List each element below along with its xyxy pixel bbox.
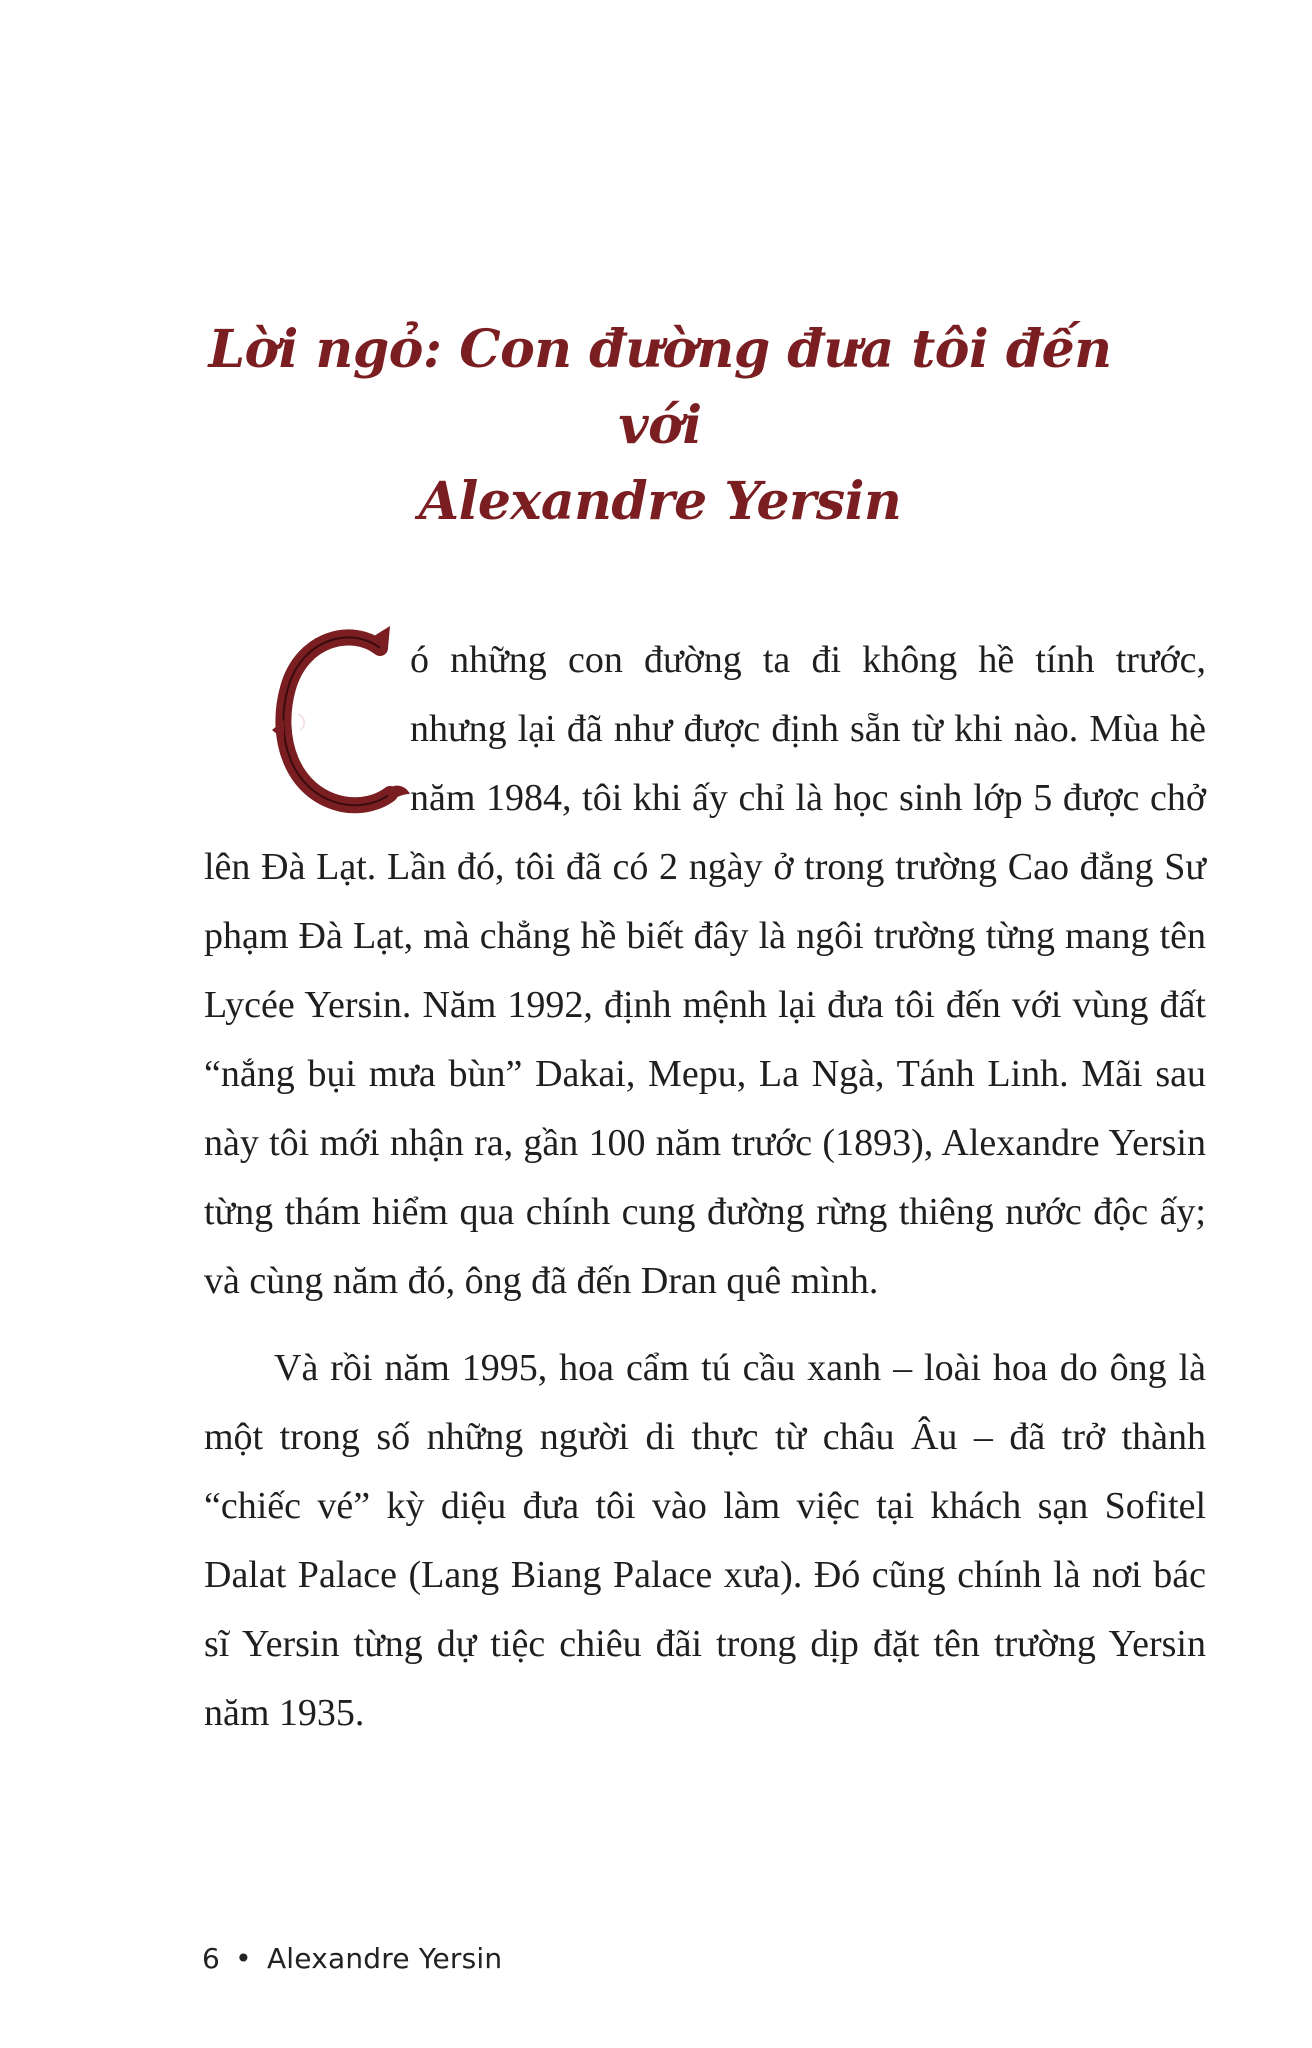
page-number: 6 [202, 1942, 221, 1975]
page-footer [202, 1942, 502, 1975]
paragraph-1-text: ó những con đường ta đi không hề tính trước, nhưng lại đã như được định sẵn từ khi nào. Mùa hè năm 1984, tôi khi ấy chỉ là học sinh lớp 5 được chở lên Đà Lạt. Lần đó, tôi đã có 2 ngày ở trong trường Cao đẳng Sư phạm Đà Lạt, mà chẳng hề biết đây là ngôi trường từng mang tên Lycée Yersin. Năm 1992, định mệnh lại đưa tôi đến với vùng đất “nắng bụi mưa bùn” Dakai, Mepu, La Ngà, Tánh Linh. Mãi sau này tôi mới nhận ra, gần 100 năm trước (1893), Alexandre Yersin từng thám hiểm qua chính cung đường rừng thiêng nước độc ấy; và cùng năm đó, ông đã đến Dran quê mình. [204, 639, 1206, 1302]
paragraph-2: Và rồi năm 1995, hoa cẩm tú cầu xanh – loài hoa do ông là một trong số những người di thực từ châu Âu – đã trở thành “chiếc vé” kỳ diệu đưa tôi vào làm việc tại khách sạn Sofitel Dalat Palace (Lang Biang Palace xưa). Đó cũng chính là nơi bác sĩ Yersin từng dự tiệc chiêu đãi trong dịp đặt tên trường Yersin năm 1935. [204, 1347, 1206, 1734]
chapter-title-line-2: Alexandre Yersin [418, 471, 902, 532]
chapter-title [180, 312, 1140, 540]
running-book-title: Alexandre Yersin [266, 1942, 503, 1975]
chapter-title-line-1: Lời ngỏ: Con đường đưa tôi đến với [208, 319, 1112, 456]
drop-cap-space [204, 626, 410, 816]
body-text [204, 626, 1206, 1748]
drop-cap-letter: C [262, 618, 263, 619]
footer-bullet: • [235, 1942, 252, 1975]
paragraph-1 [204, 626, 1206, 1316]
